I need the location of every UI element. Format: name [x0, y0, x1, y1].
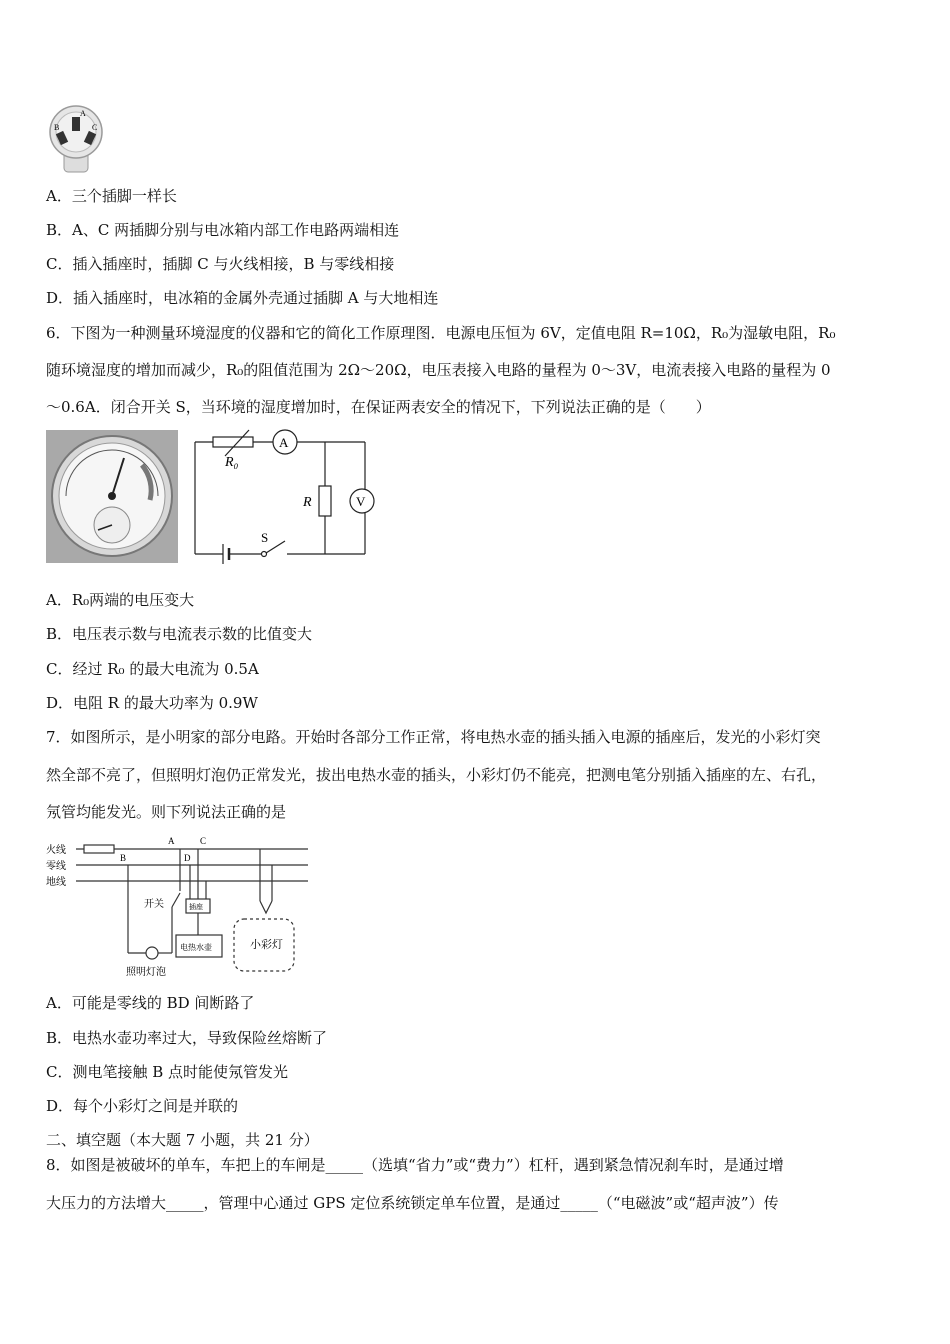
plug-label-a: A — [80, 109, 86, 118]
q7-switch-label: 开关 — [144, 899, 164, 910]
q7-ground-label: 地线 — [46, 877, 66, 888]
plug-figure — [46, 104, 108, 174]
q6-stem-line-3: ～0.6A．闭合开关 S，当环境的湿度增加时，在保证两表安全的情况下，下列说法正确的是（ ） — [46, 398, 711, 416]
q7-circuit-diagram — [46, 835, 312, 980]
q7-string-lights-label: 小彩灯 — [250, 939, 283, 951]
q7-kettle-label: 电热水壶 — [180, 943, 212, 952]
q7-stem-line-2: 然全部不亮了，但照明灯泡仍正常发光，拔出电热水壶的插头，小彩灯仍不能亮，把测电笔分别插入插座的左、右孔， — [46, 766, 827, 784]
q6-option-b: B．电压表示数与电流表示数的比值变大 — [46, 625, 313, 643]
q7-option-b: B．电热水壶功率过大，导致保险丝熔断了 — [46, 1029, 328, 1047]
q5-option-b: B．A、C 两插脚分别与电冰箱内部工作电路两端相连 — [46, 221, 400, 239]
q5-option-d: D．插入插座时，电冰箱的金属外壳通过插脚 A 与大地相连 — [46, 289, 439, 307]
q5-option-c: C．插入插座时，插脚 C 与火线相接，B 与零线相接 — [46, 255, 395, 273]
plug-label-b: B — [54, 123, 60, 132]
q7-point-d: D — [184, 853, 191, 863]
q6-ammeter-label: A — [279, 435, 289, 450]
q6-switch-label: S — [261, 530, 269, 545]
q7-lamp-label: 照明灯泡 — [126, 967, 166, 978]
q5-option-a: A．三个插脚一样长 — [46, 187, 177, 205]
q7-option-c: C．测电笔接触 B 点时能使氖管发光 — [46, 1063, 289, 1081]
q7-socket-label: 插座 — [189, 903, 203, 911]
q6-option-a: A．R₀两端的电压变大 — [46, 591, 195, 609]
q8-stem-line-1: 8．如图是被破坏的单车，车把上的车闸是_____（选填“省力”或“费力”）杠杆，遇到紧急情况刹车时，是通过增 — [46, 1156, 784, 1174]
q8-stem-line-2: 大压力的方法增大_____，管理中心通过 GPS 定位系统锁定单车位置，是通过_____（“电磁波”或“超声波”）传 — [46, 1194, 779, 1212]
q6-option-d: D．电阻 R 的最大功率为 0.9W — [46, 694, 258, 712]
hygrometer-image — [46, 430, 178, 563]
q7-neutral-label: 零线 — [46, 861, 66, 872]
q6-voltmeter-label: V — [356, 494, 366, 509]
q6-r-label: R — [303, 495, 312, 510]
section-heading: 二、填空题（本大题 7 小题，共 21 分） — [46, 1131, 319, 1149]
q7-option-a: A．可能是零线的 BD 间断路了 — [46, 994, 255, 1012]
q6-stem-line-2: 随环境湿度的增加而减少，R₀的阻值范围为 2Ω～20Ω，电压表接入电路的量程为 0～3V，电流表接入电路的量程为 0 — [46, 361, 831, 379]
q6-stem-line-1: 6．下图为一种测量环境湿度的仪器和它的简化工作原理图．电源电压恒为 6V，定值电阻 R=10Ω，R₀为湿敏电阻，R₀ — [46, 324, 836, 342]
q7-live-label: 火线 — [46, 845, 66, 856]
q7-stem-line-1: 7．如图所示，是小明家的部分电路。开始时各部分工作正常，将电热水壶的插头插入电源的插座后，发光的小彩灯突 — [46, 728, 821, 746]
q6-option-c: C．经过 R₀ 的最大电流为 0.5A — [46, 660, 259, 678]
plug-label-c: C — [92, 123, 98, 132]
q7-point-c: C — [200, 836, 207, 846]
q7-point-a: A — [168, 836, 175, 846]
q7-stem-line-3: 氖管均能发光。则下列说法正确的是 — [46, 803, 287, 821]
q7-point-b: B — [120, 853, 127, 863]
q7-option-d: D．每个小彩灯之间是并联的 — [46, 1097, 239, 1115]
q6-r0-label: R₀ — [225, 455, 239, 470]
q6-circuit-diagram — [185, 428, 385, 568]
